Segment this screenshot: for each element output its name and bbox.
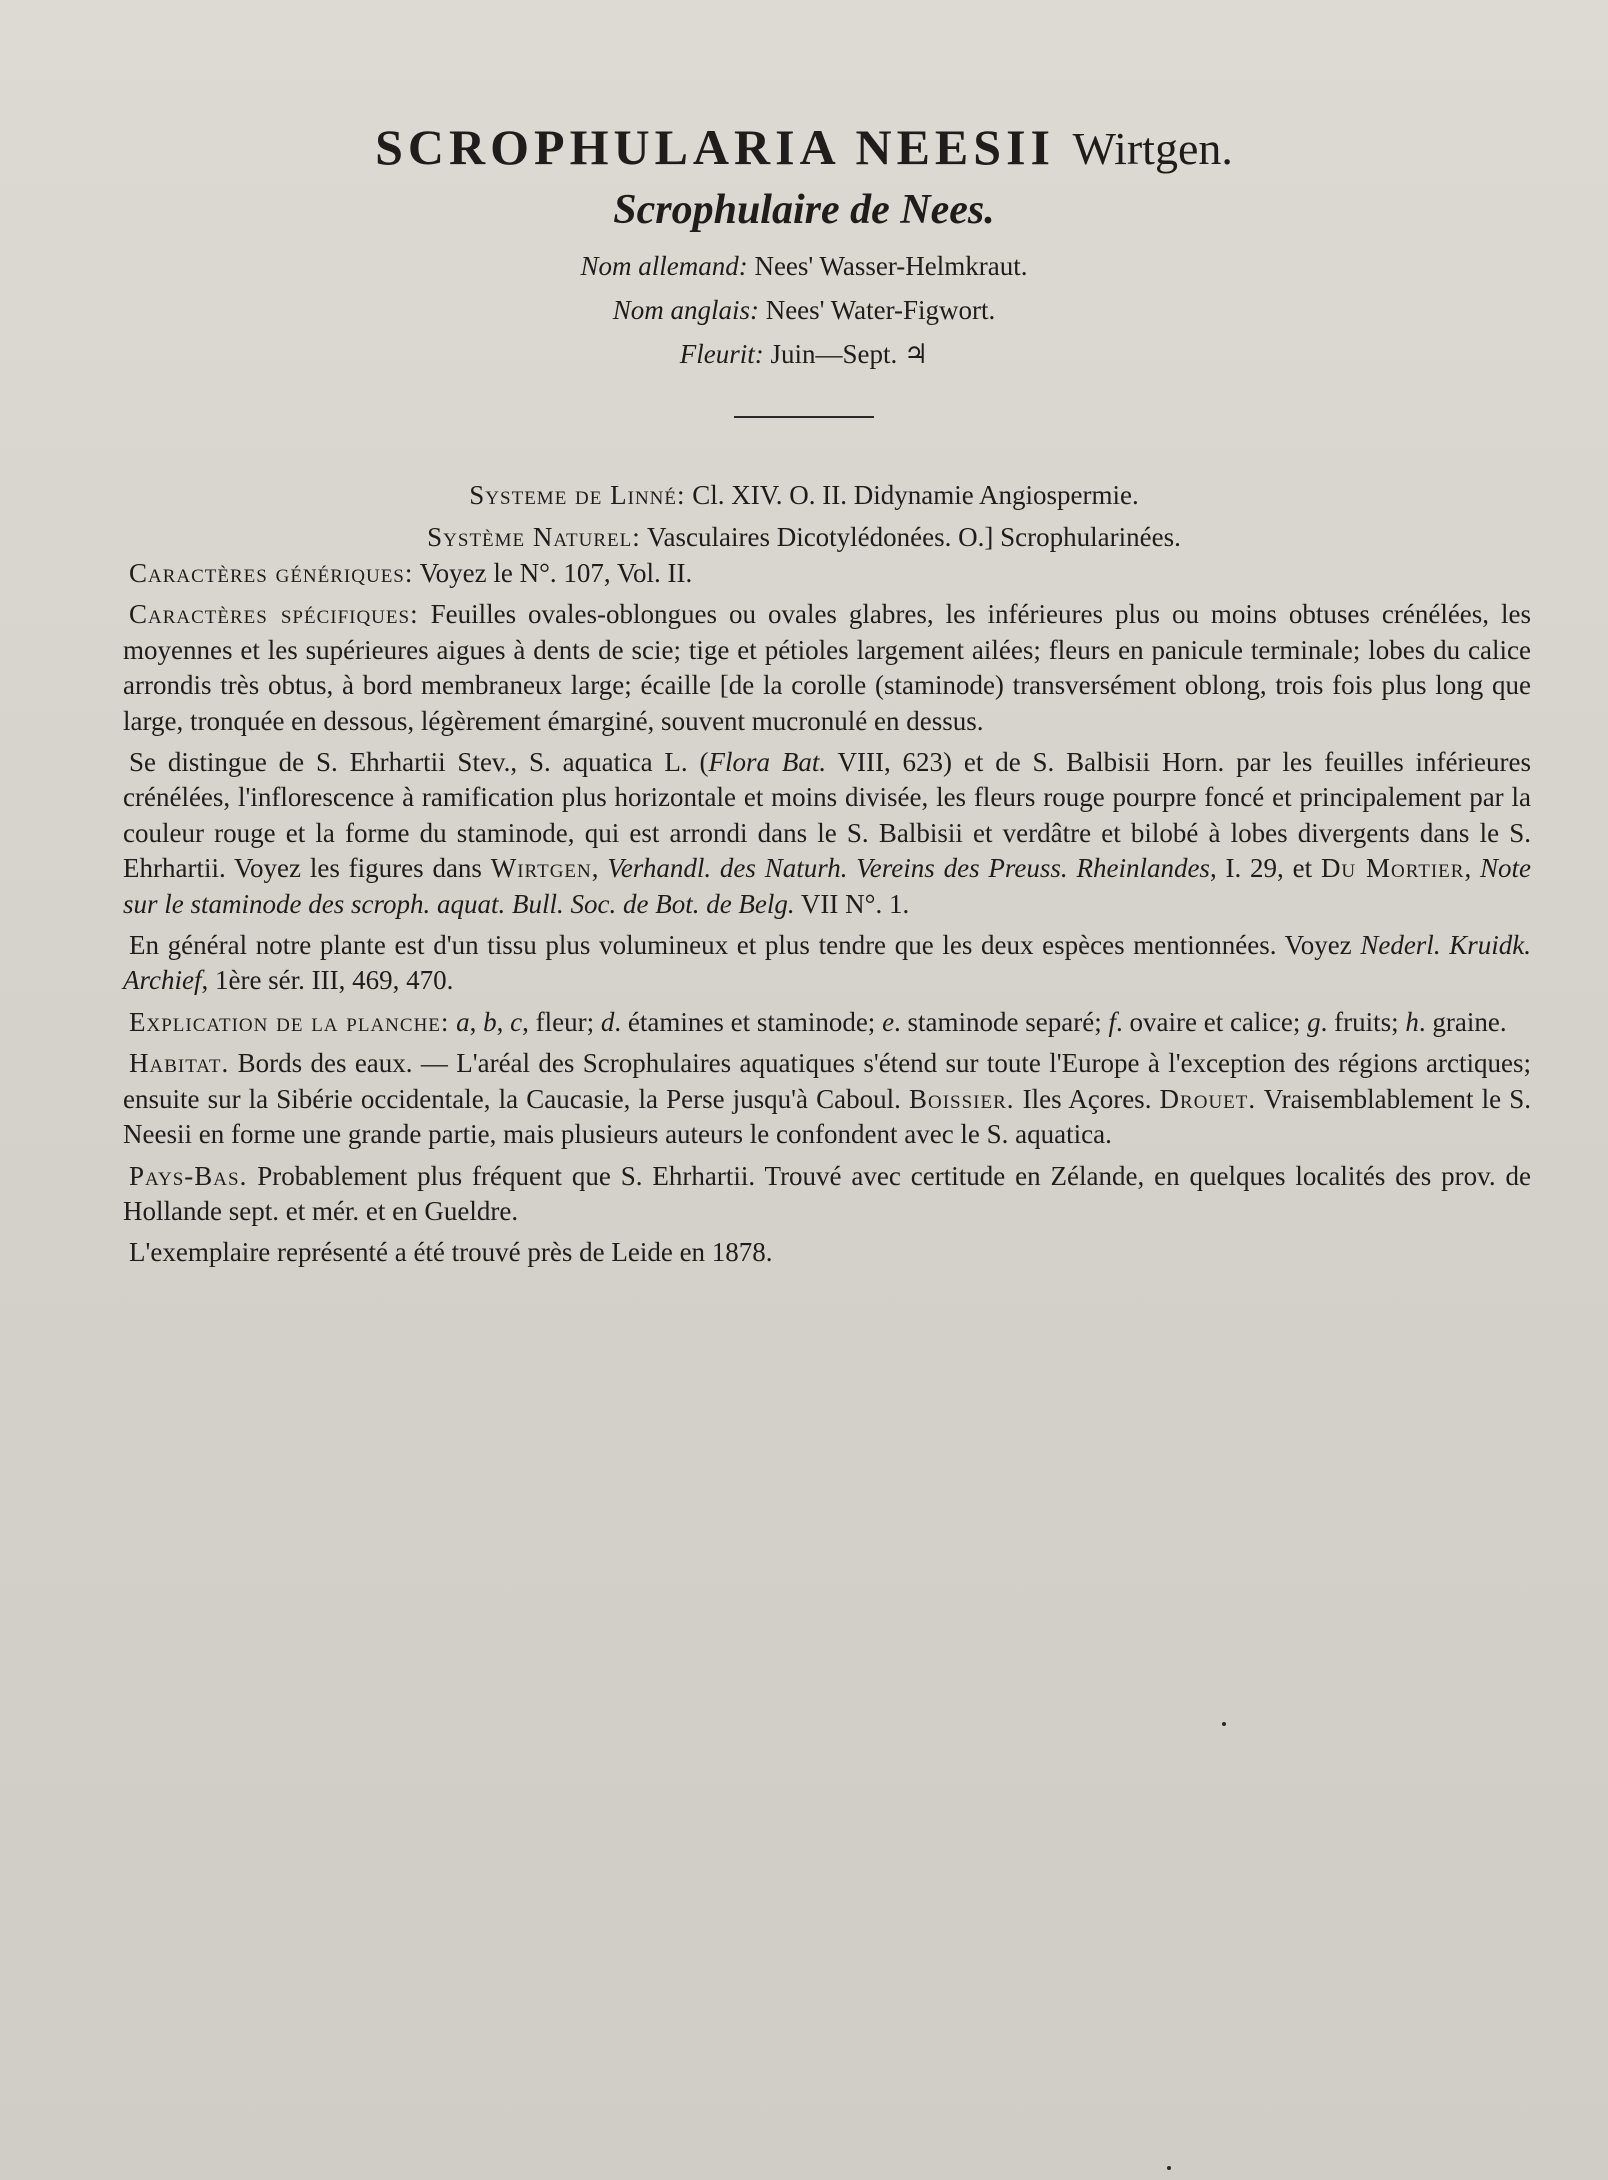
- figure-letter: b: [483, 1006, 497, 1037]
- ink-speck: [1222, 1722, 1226, 1726]
- figure-letter: a: [456, 1006, 470, 1037]
- habitat-text: Vraisemblablement le S. Neesii en forme une grande partie, mais plusieurs auteurs le confondent avec le S. aquatica.: [123, 1083, 1531, 1150]
- netherlands-paragraph: [123, 1159, 1531, 1230]
- figure-text: . étamines et staminode;: [614, 1006, 883, 1037]
- figure-letter: d: [600, 1006, 615, 1037]
- french-name: Scrophulaire de Nees.: [613, 187, 995, 233]
- figure-letter: h: [1405, 1006, 1419, 1037]
- common-names: [0, 244, 1608, 376]
- classification-systems: [0, 474, 1608, 558]
- mortier-ref: Du Mortier: [1320, 853, 1465, 884]
- general-text: , 1ère sér. III, 469, 470.: [201, 965, 454, 996]
- general-paragraph: [123, 928, 1531, 999]
- german-name-label: Nom allemand:: [580, 251, 748, 281]
- verhandl-ref: Verhandl. des Naturh. Vereins des Preuss. Rheinlandes: [607, 853, 1210, 884]
- generic-characters: [123, 556, 1531, 591]
- flora-bat-ref: Flora Bat.: [708, 747, 827, 778]
- linne-value: Cl. XIV. O. II. Didynamie Angiospermie.: [692, 480, 1139, 510]
- figure-letter: g: [1307, 1006, 1321, 1037]
- general-text: En général notre plante est d'un tissu plus volumineux et plus tendre que les deux espèces mentionnées. Voyez: [129, 930, 1361, 961]
- german-name-value: Nees' Wasser-Helmkraut.: [754, 251, 1028, 281]
- linne-system-line: [0, 474, 1608, 516]
- distinction-text: VIII, 623) et de S. Balbisii Horn. par les feuilles inférieures crénélées, l'inflorescence à ramification plus horizontale et moins divisée, les fleurs rouge pourpre foncé et principalement par la couleur rouge et la forme du staminode, qui est arrondi dans le S. Balbisii et verdâtre et bilobé à lobes divergents dans le S. Ehrhartii. Voyez les figures dans: [123, 747, 1531, 884]
- flowering-value: Juin—Sept. ♃: [770, 339, 929, 369]
- archief-ref: Nederl. Kruidk. Archief: [123, 930, 1531, 996]
- english-name-value: Nees' Water-Figwort.: [765, 295, 996, 325]
- habitat-text: Bords des eaux. — L'aréal des Scrophulaires aquatiques s'étend sur toute l'Europe à l'exception des régions arctiques; ensuite sur la Sibérie occidentale, la Caucasie, la Perse jusqu'à Caboul.: [123, 1048, 1531, 1114]
- netherlands-value: Probablement plus fréquent que S. Ehrhartii. Trouvé avec certitude en Zélande, en quelques localités des prov. de Hollande sept. et mér. et en Gueldre.: [123, 1160, 1531, 1226]
- figure-letter: e: [882, 1006, 895, 1037]
- habitat-text: Iles Açores.: [1014, 1083, 1160, 1114]
- linne-label: Systeme de Linné:: [469, 480, 686, 510]
- figure-text: . ovaire et calice;: [1116, 1006, 1308, 1037]
- distinction-text: ,: [1464, 853, 1481, 884]
- generic-label: Caractères génériques:: [129, 558, 414, 588]
- wirtgen-ref: Wirtgen: [490, 853, 592, 884]
- distinction-text: ,: [591, 853, 608, 884]
- habitat-paragraph: [123, 1046, 1531, 1152]
- specimen-paragraph: L'exemplaire représenté a été trouvé près de Leide en 1878.: [129, 1237, 773, 1268]
- plate-explanation: [123, 1005, 1531, 1040]
- habitat-label: Habitat.: [129, 1048, 230, 1079]
- english-name-label: Nom anglais:: [612, 295, 759, 325]
- natural-label: Système Naturel:: [427, 522, 641, 552]
- figure-text: ,: [496, 1006, 511, 1037]
- figure-text: . fruits;: [1320, 1006, 1406, 1037]
- drouet-ref: Drouet.: [1159, 1083, 1257, 1114]
- distinction-paragraph: [123, 745, 1531, 922]
- figure-text: . staminode separé;: [894, 1006, 1109, 1037]
- species-title: [0, 118, 1608, 176]
- note-ref: Note sur le staminode des scroph. aquat. Bull. Soc. de Bot. de Belg.: [123, 853, 1532, 919]
- figure-text: , fleur;: [522, 1006, 601, 1037]
- ink-speck: [1167, 2166, 1171, 2170]
- plate-label: Explication de la planche:: [129, 1006, 450, 1037]
- german-name-line: [0, 244, 1608, 288]
- distinction-text: Se distingue de S. Ehrhartii Stev., S. aquatica L. (: [129, 747, 709, 778]
- distinction-text: , I. 29, et: [1209, 853, 1321, 884]
- generic-value: Voyez le N°. 107, Vol. II.: [419, 558, 693, 588]
- boissier-ref: Boissier.: [908, 1083, 1015, 1114]
- specific-value: Feuilles ovales-oblongues ou ovales glabres, les inférieures plus ou moins obtuses crénélées, les moyennes et les supérieures aigues à dents de scie; tige et pétioles largement ailées; fleurs en panicule terminale; lobes du calice arrondis très obtus, à bord membraneux large; écaille [de la corolle (staminode) transversément oblong, trois fois plus long que large, tronquée en dessous, légèrement émarginé, souvent mucronulé en dessus.: [123, 599, 1532, 736]
- natural-system-line: [0, 516, 1608, 558]
- distinction-text: VII N°. 1.: [794, 888, 910, 919]
- english-name-line: [0, 288, 1608, 332]
- figure-text: ,: [469, 1006, 484, 1037]
- figure-letter: c: [510, 1006, 523, 1037]
- description-body: [123, 556, 1531, 1277]
- specific-label: Caractères spécifiques:: [129, 599, 419, 630]
- species-author: Wirtgen.: [1072, 123, 1233, 174]
- figure-letter: f: [1108, 1006, 1116, 1037]
- netherlands-label: Pays-Bas.: [129, 1160, 248, 1191]
- figure-text: . graine.: [1418, 1006, 1507, 1037]
- divider-rule: [734, 416, 874, 418]
- species-name: SCROPHULARIA NEESII: [375, 119, 1055, 175]
- header: [0, 118, 1608, 418]
- flowering-line: [0, 332, 1608, 376]
- natural-value: Vasculaires Dicotylédonées. O.] Scrophularinées.: [647, 522, 1181, 552]
- specific-characters: [123, 597, 1531, 739]
- flowering-label: Fleurit:: [679, 339, 764, 369]
